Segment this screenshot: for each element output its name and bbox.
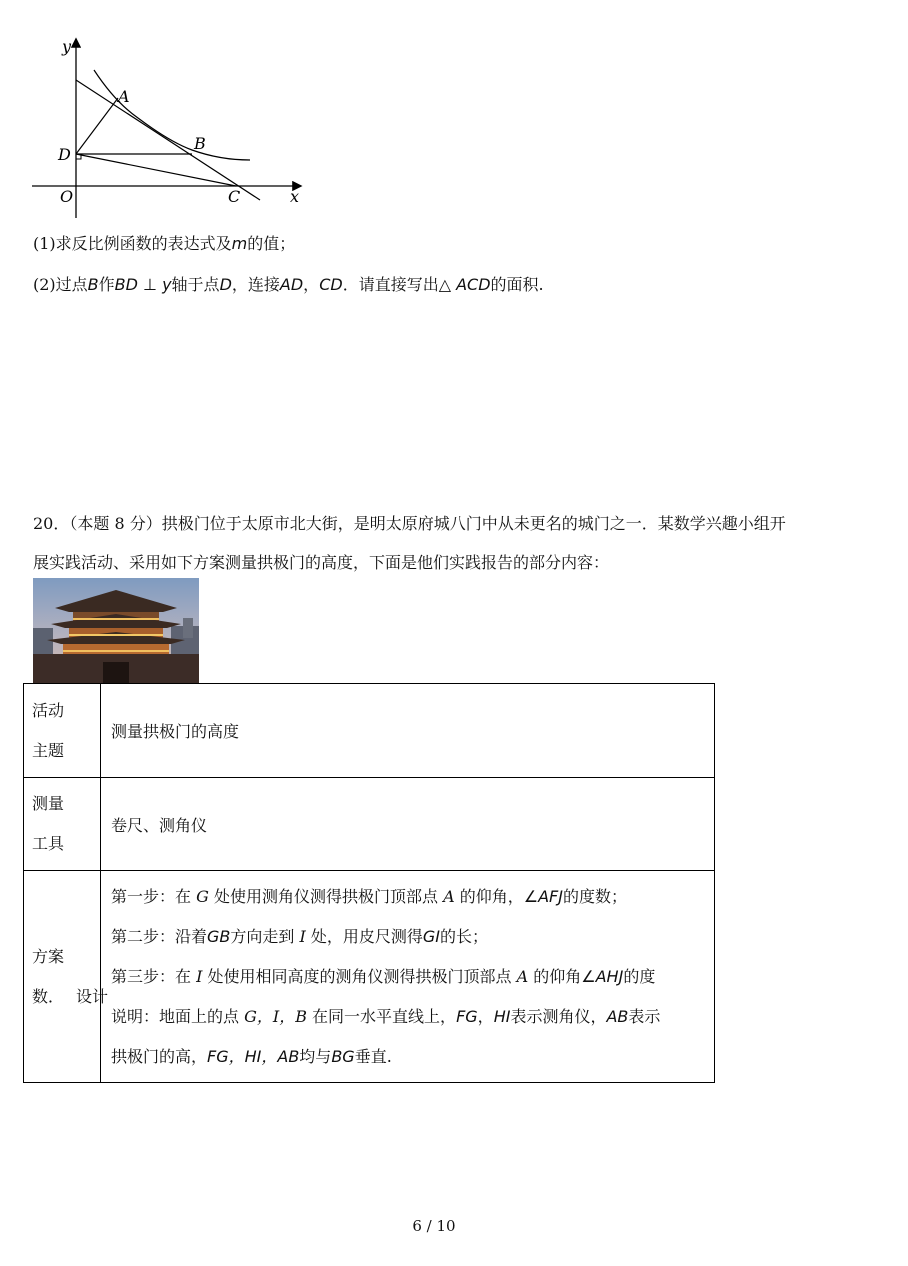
hyperbola-curve <box>94 70 250 160</box>
page-number: 6 / 10 <box>412 1217 456 1235</box>
row-value-plan <box>101 871 715 1083</box>
segment-hi: HI <box>493 1006 511 1026</box>
point-g: G <box>196 886 209 906</box>
text: 第一步：在 <box>111 886 197 906</box>
line-ac <box>76 80 260 200</box>
label-a: A <box>118 87 130 106</box>
label-line: 主题 <box>32 740 65 760</box>
part2-connect: ，连接 <box>231 275 280 294</box>
label-line: 测量 <box>32 794 65 813</box>
label-part: 设计 <box>76 986 109 1006</box>
note-line-1 <box>111 997 714 1037</box>
row-label-plan <box>24 871 109 1083</box>
table-row <box>24 684 715 778</box>
triangle-acd: △ ACD <box>438 275 491 294</box>
label-o: O <box>60 187 74 206</box>
text: 的长； <box>440 926 489 946</box>
label-line: 工具 <box>32 834 65 853</box>
text: 第三步：在 <box>111 966 197 986</box>
axis-y: y <box>162 275 172 294</box>
table-row <box>24 778 715 871</box>
label-b: B <box>194 134 206 153</box>
segment-gi: GI <box>422 926 441 946</box>
gate-tower-photo <box>33 578 199 683</box>
step-1 <box>111 877 714 917</box>
step-3 <box>111 957 714 997</box>
label-x: x <box>290 187 300 206</box>
row-value-theme: 测量拱极门的高度 <box>101 684 715 778</box>
part1-prefix: (1)求反比例函数的表达式及 <box>33 234 232 253</box>
label-line: 方案 <box>32 946 65 966</box>
angle-afj: ∠AFJ <box>523 886 563 906</box>
text: 处，用皮尺测得 <box>305 926 423 946</box>
activity-report-table <box>23 683 715 1083</box>
text: 均与 <box>299 1046 332 1066</box>
segment-fg: FG <box>456 1006 478 1026</box>
point-i: I <box>299 926 306 946</box>
text: 的仰角 <box>528 966 582 986</box>
q20-line2: 展实践活动、采用如下方案测量拱极门的高度，下面是他们实践报告的部分内容： <box>33 553 610 572</box>
part2-axis: 轴于点 <box>171 275 220 294</box>
text: 在同一水平直线上， <box>306 1006 457 1026</box>
text: 方向走到 <box>230 926 300 946</box>
part1-question <box>33 231 295 254</box>
segment-ab: AB <box>606 1006 629 1026</box>
text: 的度数； <box>562 886 627 906</box>
part2-area: 的面积. <box>490 275 544 294</box>
coordinate-graph <box>20 30 320 220</box>
text: 的仰角， <box>454 886 524 906</box>
row-label-theme <box>24 684 101 778</box>
label-part: 数． <box>32 986 65 1006</box>
point-i: I <box>196 966 203 986</box>
note-line-2 <box>111 1037 714 1077</box>
var-m: m <box>231 234 248 253</box>
segment-dc <box>76 154 236 186</box>
part2-comma: ， <box>303 275 320 294</box>
segments-list: FG，HI，AB <box>207 1046 300 1066</box>
text: ， <box>477 1006 494 1026</box>
point-b: B <box>87 275 99 294</box>
segment-ad-label: AD <box>279 275 304 294</box>
label-line <box>32 977 109 1017</box>
text: 的度 <box>623 966 656 986</box>
part2-question <box>33 272 544 295</box>
label-c: C <box>228 187 241 206</box>
point-a: A <box>443 886 455 906</box>
label-line: 活动 <box>32 700 65 720</box>
label-d: D <box>58 145 71 164</box>
text: 表示 <box>628 1006 661 1026</box>
bd-perp: BD ⊥ <box>114 275 163 294</box>
q20-line1: 20．（本题 8 分）拱极门位于太原市北大街，是明太原府城八门中从未更名的城门之一．某数学兴趣小组开 <box>33 514 786 533</box>
point-a: A <box>516 966 529 986</box>
part2-prefix: (2)过点 <box>33 275 88 294</box>
label-y: y <box>62 37 72 56</box>
segment-ad <box>76 98 118 154</box>
table-row <box>24 871 715 1083</box>
row-label-tools <box>24 778 101 871</box>
text: 说明：地面上的点 <box>111 1006 245 1026</box>
text: 处使用测角仪测得拱极门顶部点 <box>208 886 444 906</box>
part1-suffix: 的值； <box>247 234 296 253</box>
text: 拱极门的高， <box>111 1046 208 1066</box>
text: 第二步：沿着 <box>111 926 208 946</box>
segment-cd-label: CD <box>319 275 343 294</box>
text: 垂直. <box>354 1046 392 1066</box>
segment-bg: BG <box>331 1046 355 1066</box>
row-value-tools: 卷尺、测角仪 <box>101 778 715 871</box>
text: 处使用相同高度的测角仪测得拱极门顶部点 <box>202 966 517 986</box>
point-d: D <box>219 275 232 294</box>
angle-ahj: ∠AHJ <box>581 966 624 986</box>
part2-zuo: 作 <box>98 275 115 294</box>
points-gib: G，I，B <box>244 1006 307 1026</box>
part2-write: ．请直接写出 <box>342 275 439 294</box>
text: 表示测角仪， <box>510 1006 607 1026</box>
step-2 <box>111 917 714 957</box>
segment-gb: GB <box>207 926 231 946</box>
